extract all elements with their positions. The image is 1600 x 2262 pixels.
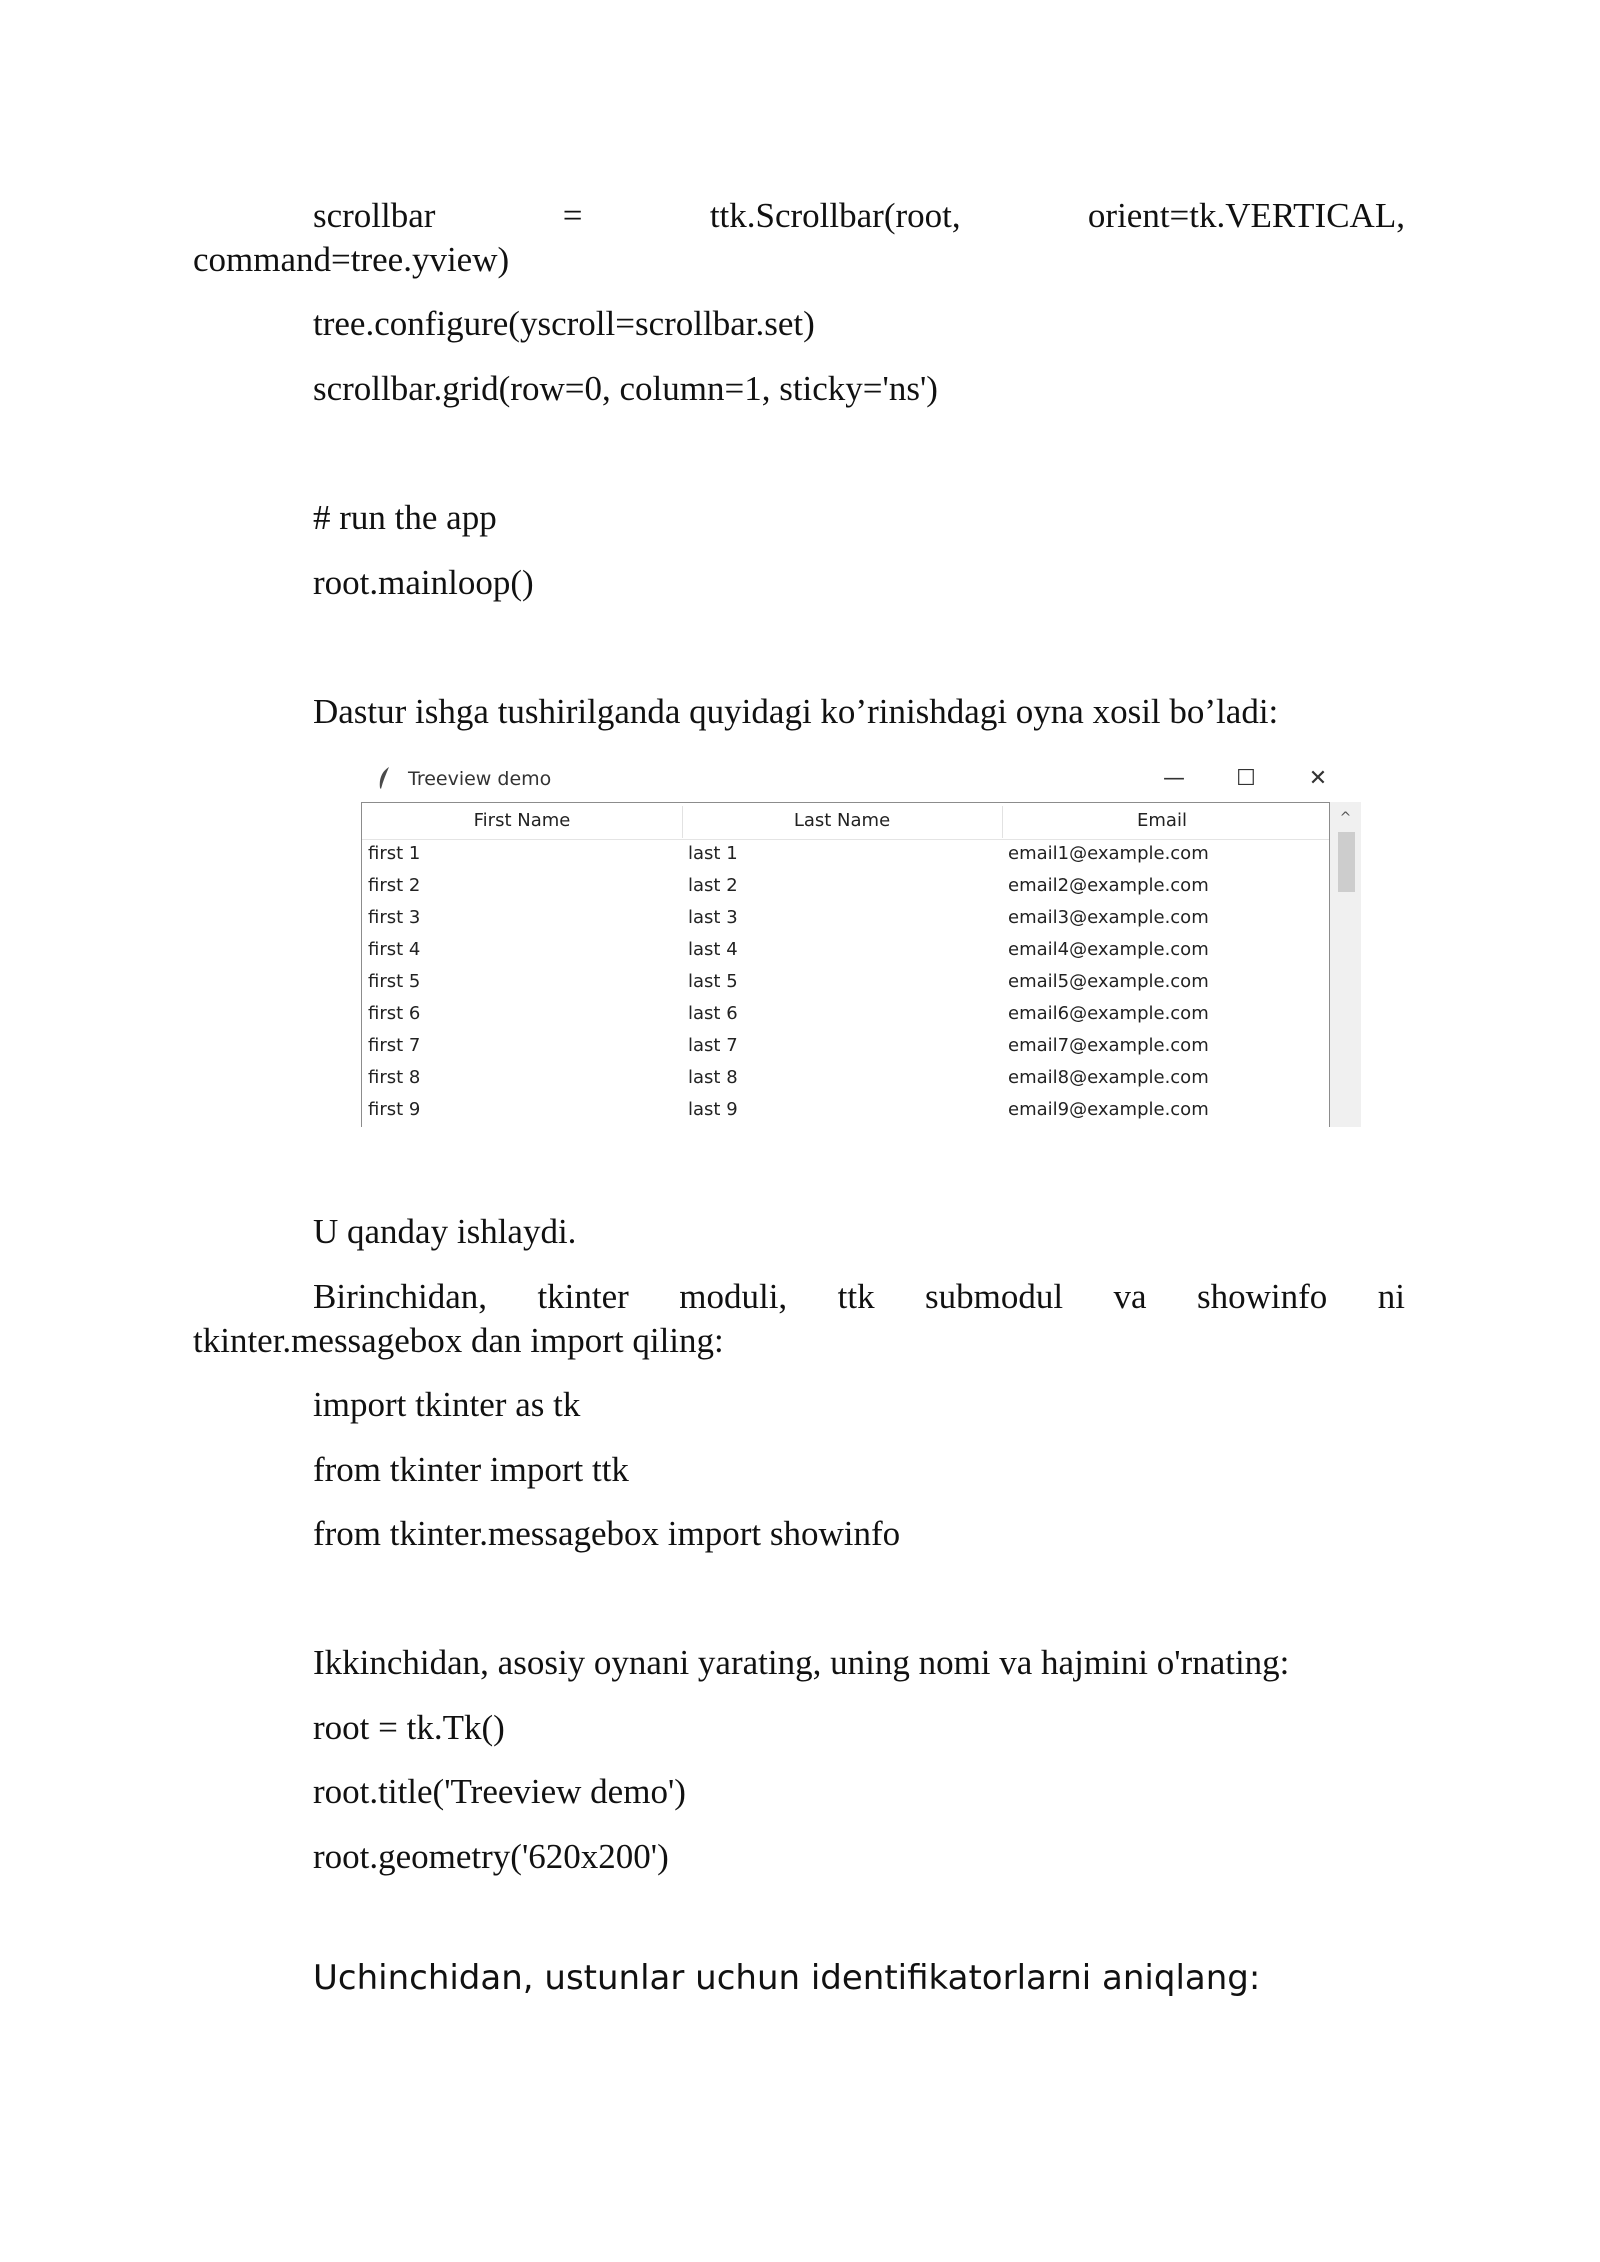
table-cell: email3@example.com	[1008, 907, 1209, 928]
table-cell: email2@example.com	[1008, 875, 1209, 896]
table-row[interactable]	[362, 999, 1329, 1031]
treeview[interactable]	[361, 802, 1330, 1127]
code-line-mainloop: root.mainloop()	[313, 563, 534, 602]
word: tkinter	[537, 1277, 629, 1316]
word: moduli,	[679, 1277, 788, 1316]
table-cell: email9@example.com	[1008, 1099, 1209, 1120]
code-line-import: from tkinter import ttk	[313, 1450, 629, 1489]
table-cell: last 9	[688, 1099, 738, 1120]
column-header-first-name[interactable]: First Name	[473, 810, 571, 831]
table-row[interactable]	[362, 839, 1329, 871]
table-cell: last 8	[688, 1067, 738, 1088]
table-cell: first 1	[368, 843, 421, 864]
table-row[interactable]	[362, 871, 1329, 903]
table-cell: email6@example.com	[1008, 1003, 1209, 1024]
minimize-button[interactable]: —	[1163, 765, 1185, 791]
column-header-email[interactable]: Email	[1137, 810, 1187, 831]
scrollbar-thumb[interactable]	[1338, 832, 1355, 892]
code-token: ttk.Scrollbar(root,	[709, 196, 961, 235]
code-token: orient=tk.VERTICAL,	[1087, 196, 1405, 235]
table-cell: first 9	[368, 1099, 421, 1120]
table-cell: email5@example.com	[1008, 971, 1209, 992]
word: ttk	[837, 1277, 875, 1316]
word: submodul	[925, 1277, 1064, 1316]
table-cell: email1@example.com	[1008, 843, 1209, 864]
table-cell: email7@example.com	[1008, 1035, 1209, 1056]
table-cell: last 1	[688, 843, 738, 864]
code-line-configure: tree.configure(yscroll=scrollbar.set)	[313, 304, 815, 343]
table-cell: first 7	[368, 1035, 421, 1056]
code-line-scrollbar	[313, 194, 1405, 238]
table-row[interactable]	[362, 1095, 1329, 1127]
table-cell: first 8	[368, 1067, 421, 1088]
second-paragraph: Ikkinchidan, asosiy oynani yarating, uning nomi va hajmini o'rnating:	[313, 1643, 1290, 1682]
word: Birinchidan,	[313, 1277, 487, 1316]
window-title: Treeview demo	[408, 768, 552, 790]
table-row[interactable]	[362, 967, 1329, 999]
table-row[interactable]	[362, 1063, 1329, 1095]
code-line-setup: root.title('Treeview demo')	[313, 1772, 686, 1811]
word: showinfo	[1197, 1277, 1328, 1316]
first-paragraph	[313, 1275, 1405, 1319]
table-cell: email4@example.com	[1008, 939, 1209, 960]
treeview-header	[362, 803, 1329, 840]
first-paragraph-cont: tkinter.messagebox dan import qiling:	[193, 1321, 724, 1360]
treeview-rows	[362, 839, 1329, 1127]
code-line-import: import tkinter as tk	[313, 1385, 581, 1424]
table-cell: last 2	[688, 875, 738, 896]
table-cell: last 5	[688, 971, 738, 992]
treeview-window	[358, 752, 1361, 1127]
table-cell: first 4	[368, 939, 421, 960]
code-line-scrollbar-cont: command=tree.yview)	[193, 240, 510, 279]
table-cell: first 3	[368, 907, 421, 928]
table-cell: first 5	[368, 971, 421, 992]
table-cell: last 7	[688, 1035, 738, 1056]
scroll-up-icon[interactable]: ^	[1339, 810, 1352, 826]
table-cell: last 4	[688, 939, 738, 960]
table-cell: first 2	[368, 875, 421, 896]
table-cell: first 6	[368, 1003, 421, 1024]
table-cell: last 6	[688, 1003, 738, 1024]
third-paragraph: Uchinchidan, ustunlar uchun identifikatorlarni aniqlang:	[313, 1958, 1261, 1998]
code-line-grid: scrollbar.grid(row=0, column=1, sticky='ns')	[313, 369, 938, 408]
window-titlebar	[358, 752, 1361, 802]
word: ni	[1377, 1277, 1405, 1316]
intro-paragraph: Dastur ishga tushirilganda quyidagi ko’rinishdagi oyna xosil bo’ladi:	[313, 692, 1279, 731]
table-row[interactable]	[362, 1031, 1329, 1063]
code-line-setup: root = tk.Tk()	[313, 1708, 505, 1747]
code-comment: # run the app	[313, 498, 497, 537]
word: va	[1113, 1277, 1147, 1316]
table-row[interactable]	[362, 935, 1329, 967]
column-header-last-name[interactable]: Last Name	[793, 810, 891, 831]
table-cell: last 3	[688, 907, 738, 928]
maximize-button[interactable]: ☐	[1236, 765, 1256, 791]
feather-icon	[378, 766, 390, 790]
table-row[interactable]	[362, 903, 1329, 935]
section-heading: U qanday ishlaydi.	[313, 1212, 577, 1251]
code-line-setup: root.geometry('620x200')	[313, 1837, 669, 1876]
table-cell: email8@example.com	[1008, 1067, 1209, 1088]
code-token: scrollbar	[313, 196, 436, 235]
close-button[interactable]: ✕	[1308, 765, 1328, 791]
vertical-scrollbar[interactable]	[1330, 802, 1361, 1127]
code-token: =	[562, 196, 583, 235]
code-line-import: from tkinter.messagebox import showinfo	[313, 1514, 901, 1553]
